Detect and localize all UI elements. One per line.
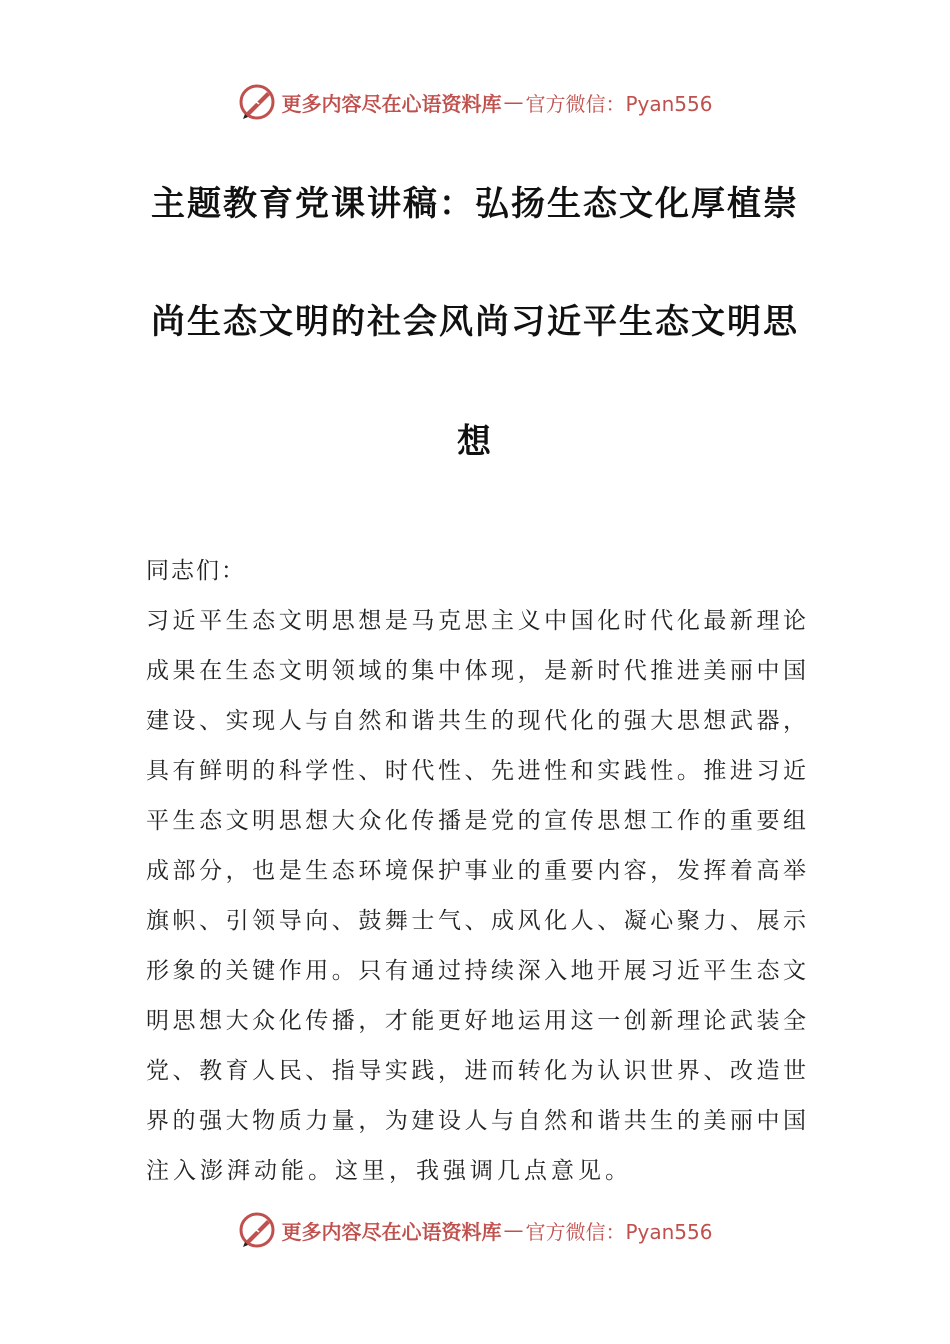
salutation: 同志们：	[146, 558, 246, 584]
body-line: 注入澎湃动能。这里，我强调几点意见。	[146, 1158, 632, 1184]
body-line: 成果在生态文明领域的集中体现，是新时代推进美丽中国	[146, 658, 806, 684]
watermark-main-text: 更多内容尽在心语资料库	[281, 91, 502, 116]
body-line: 平生态文明思想大众化传播是党的宣传思想工作的重要组	[146, 808, 806, 834]
body-line: 旗帜、引领导向、鼓舞士气、成风化人、凝心聚力、展示	[146, 908, 806, 934]
watermark-wechat-text: 官方微信：Pyan556	[525, 1219, 713, 1244]
body-line: 界的强大物质力量，为建设人与自然和谐共生的美丽中国	[146, 1108, 806, 1134]
body-line: 成部分，也是生态环境保护事业的重要内容，发挥着高举	[146, 858, 806, 884]
watermark-separator: —	[503, 90, 524, 114]
watermark-wechat-text: 官方微信：Pyan556	[525, 91, 713, 116]
body-line: 明思想大众化传播，才能更好地运用这一创新理论武装全	[146, 1008, 806, 1034]
document-title-line-3: 想	[457, 422, 493, 462]
body-line: 形象的关键作用。只有通过持续深入地开展习近平生态文	[146, 958, 806, 984]
watermark-main-text: 更多内容尽在心语资料库	[281, 1219, 502, 1244]
pen-logo-icon	[237, 82, 277, 122]
pen-logo-icon	[237, 1210, 277, 1250]
document-title-line-2: 尚生态文明的社会风尚习近平生态文明思	[151, 302, 799, 342]
body-line: 建设、实现人与自然和谐共生的现代化的强大思想武器，	[146, 708, 806, 734]
watermark-separator: —	[503, 1218, 524, 1242]
header-watermark	[0, 80, 950, 124]
footer-watermark	[0, 1208, 950, 1252]
body-line: 具有鲜明的科学性、时代性、先进性和实践性。推进习近	[146, 758, 806, 784]
document-title-line-1: 主题教育党课讲稿：弘扬生态文化厚植崇	[151, 184, 799, 224]
body-line: 党、教育人民、指导实践，进而转化为认识世界、改造世	[146, 1058, 806, 1084]
body-line: 习近平生态文明思想是马克思主义中国化时代化最新理论	[146, 608, 806, 634]
